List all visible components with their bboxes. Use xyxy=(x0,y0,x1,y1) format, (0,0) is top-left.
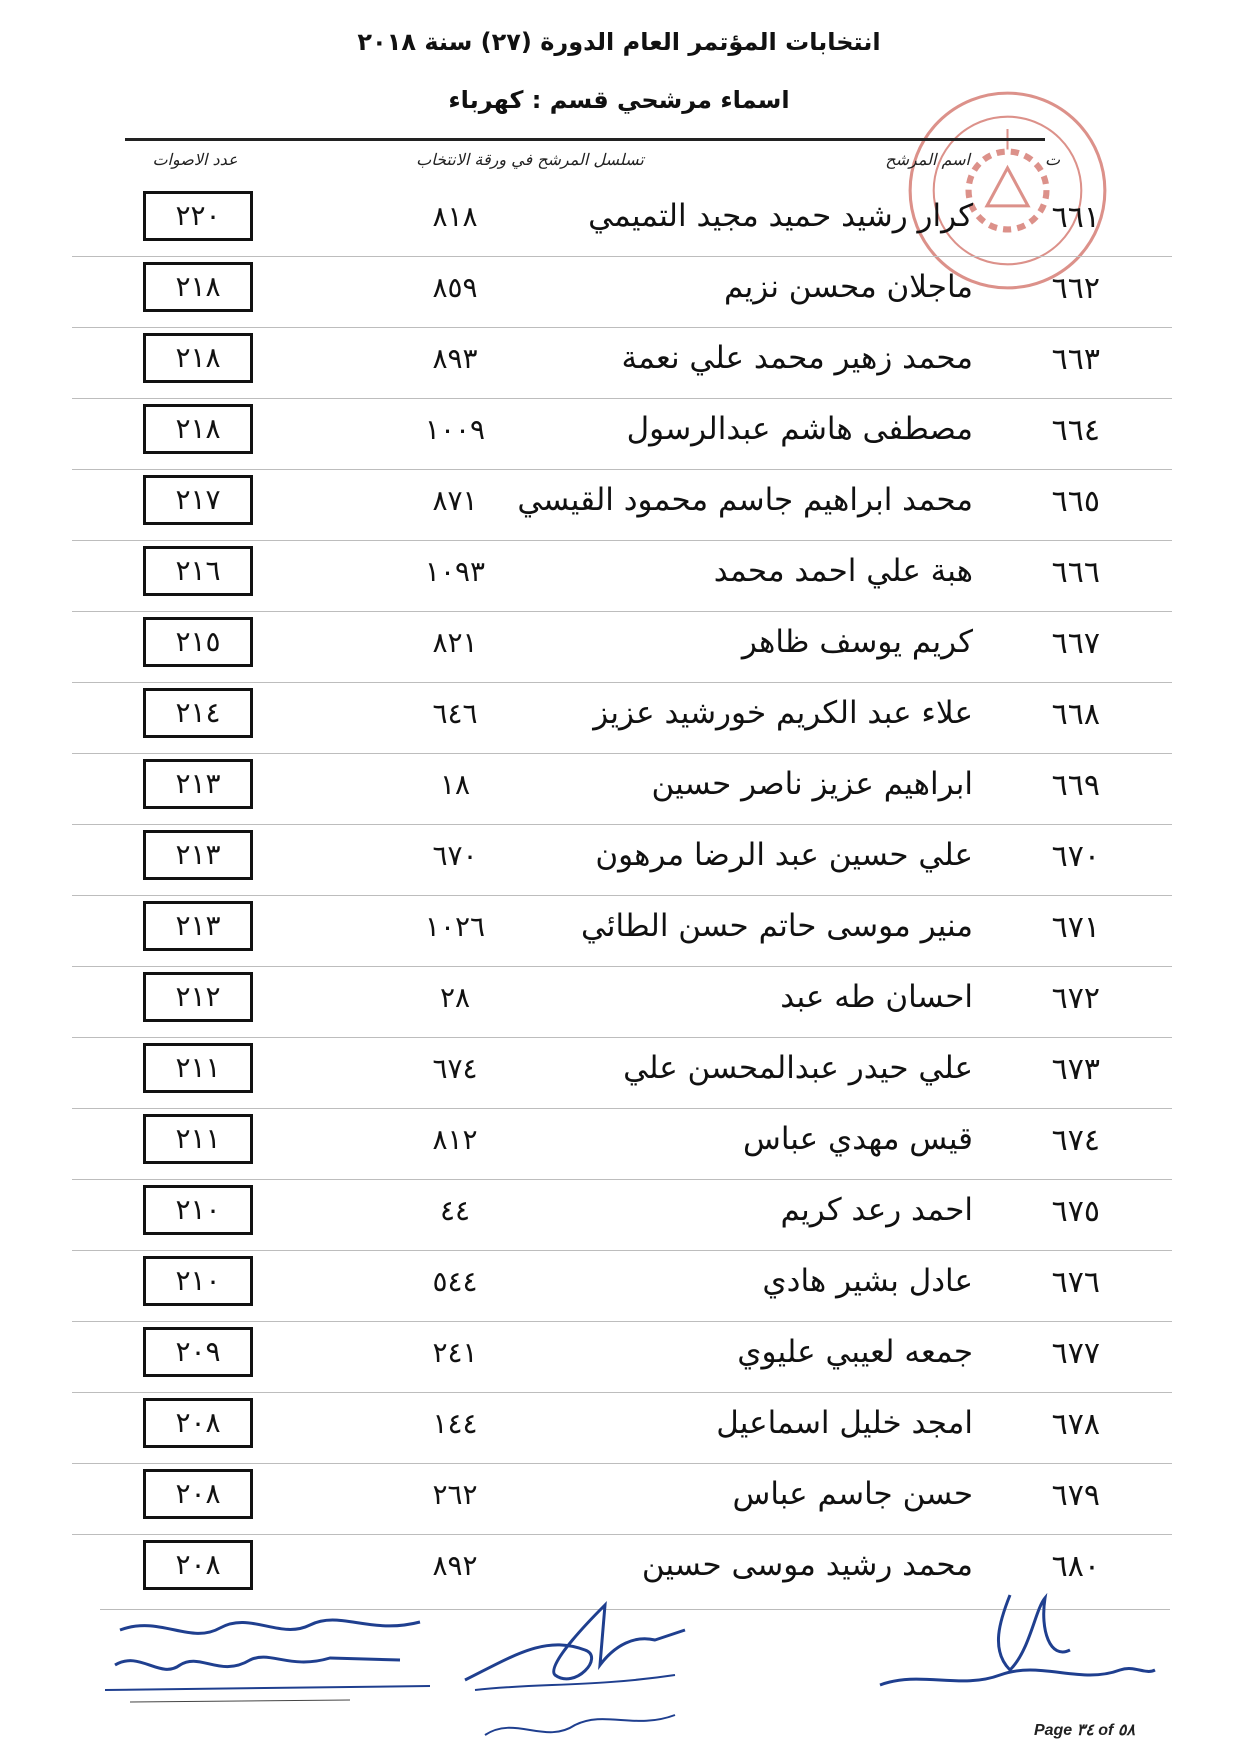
ballot-sequence: ١٠٠٩ xyxy=(424,413,486,446)
row-number: ٦٦٢ xyxy=(1051,271,1100,306)
candidate-name: احمد رعد كريم xyxy=(780,1192,973,1228)
ballot-sequence: ١٠٩٣ xyxy=(424,555,486,588)
ballot-sequence: ١٨ xyxy=(439,768,471,801)
row-number: ٦٦٨ xyxy=(1051,697,1100,732)
vote-count: ٢١٢ xyxy=(143,972,253,1022)
candidate-name: قيس مهدي عباس xyxy=(743,1121,973,1157)
candidate-name: جمعه لعيبي عليوي xyxy=(737,1334,973,1370)
row-number: ٦٦٩ xyxy=(1051,768,1100,803)
column-header-no: ت xyxy=(1044,150,1060,169)
vote-count: ٢١٨ xyxy=(143,333,253,383)
table-row xyxy=(0,1251,1238,1322)
row-number: ٦٧٤ xyxy=(1051,1123,1100,1158)
table-row xyxy=(0,328,1238,399)
table-row xyxy=(0,967,1238,1038)
ballot-sequence: ٤٤ xyxy=(439,1194,471,1227)
row-number: ٦٦٧ xyxy=(1051,626,1100,661)
candidate-name: محمد زهير محمد علي نعمة xyxy=(621,340,973,376)
table-row xyxy=(0,541,1238,612)
table-row xyxy=(0,825,1238,896)
row-number: ٦٧٧ xyxy=(1051,1336,1100,1371)
table-row xyxy=(0,896,1238,967)
row-number: ٦٦١ xyxy=(1051,200,1100,235)
signature-left xyxy=(100,1610,440,1720)
row-number: ٦٧٣ xyxy=(1051,1052,1100,1087)
candidate-name: هبة علي احمد محمد xyxy=(713,553,973,589)
ballot-sequence: ٥٤٤ xyxy=(432,1265,478,1298)
page-title: انتخابات المؤتمر العام الدورة (٢٧) سنة ٢٠١٨ xyxy=(357,28,881,56)
vote-count: ٢١٦ xyxy=(143,546,253,596)
candidate-name: منير موسى حاتم حسن الطائي xyxy=(581,908,973,944)
vote-count: ٢٠٨ xyxy=(143,1469,253,1519)
ballot-sequence: ٨٩٢ xyxy=(432,1549,478,1582)
candidate-name: محمد ابراهيم جاسم محمود القيسي xyxy=(517,482,973,518)
ballot-sequence: ٨١٢ xyxy=(432,1123,478,1156)
ballot-sequence: ٨٥٩ xyxy=(432,271,478,304)
candidate-name: كريم يوسف ظاهر xyxy=(741,624,973,660)
ballot-sequence: ٨٢١ xyxy=(432,626,478,659)
vote-count: ٢١٣ xyxy=(143,759,253,809)
vote-count: ٢١٠ xyxy=(143,1185,253,1235)
vote-count: ٢١٥ xyxy=(143,617,253,667)
table-row xyxy=(0,1109,1238,1180)
row-number: ٦٦٤ xyxy=(1051,413,1100,448)
signature-right xyxy=(860,1590,1160,1710)
ballot-sequence: ٦٧٠ xyxy=(432,839,478,872)
row-number: ٦٧٦ xyxy=(1051,1265,1100,1300)
signature-middle xyxy=(455,1595,715,1745)
candidate-name: كرار رشيد حميد مجيد التميمي xyxy=(588,198,973,234)
candidate-name: عادل بشير هادي xyxy=(762,1263,973,1299)
row-number: ٦٦٥ xyxy=(1051,484,1100,519)
ballot-sequence: ٢٤١ xyxy=(432,1336,478,1369)
table-row xyxy=(0,1322,1238,1393)
candidate-name: علاء عبد الكريم خورشيد عزيز xyxy=(593,695,973,731)
table-row xyxy=(0,1464,1238,1535)
candidate-name: علي حسين عبد الرضا مرهون xyxy=(595,837,973,873)
ballot-sequence: ١٤٤ xyxy=(432,1407,478,1440)
vote-count: ٢١٨ xyxy=(143,404,253,454)
table-row xyxy=(0,1180,1238,1251)
vote-count: ٢٠٨ xyxy=(143,1540,253,1590)
candidate-name: ماجلان محسن نزيم xyxy=(723,269,973,305)
header-rule xyxy=(125,138,1045,141)
ballot-sequence: ٨٩٣ xyxy=(432,342,478,375)
table-row xyxy=(0,1038,1238,1109)
page-subtitle: اسماء مرشحي قسم : كهرباء xyxy=(448,86,790,114)
vote-count: ٢١٤ xyxy=(143,688,253,738)
ballot-sequence: ٨٧١ xyxy=(432,484,478,517)
ballot-sequence: ١٠٢٦ xyxy=(424,910,486,943)
table-row xyxy=(0,257,1238,328)
table-row xyxy=(0,186,1238,257)
ballot-sequence: ٦٧٤ xyxy=(432,1052,478,1085)
table-row xyxy=(0,399,1238,470)
row-number: ٦٧٩ xyxy=(1051,1478,1100,1513)
row-number: ٦٧٥ xyxy=(1051,1194,1100,1229)
vote-count: ٢٠٨ xyxy=(143,1398,253,1448)
row-number: ٦٨٠ xyxy=(1051,1549,1100,1584)
vote-count: ٢١٣ xyxy=(143,901,253,951)
vote-count: ٢١١ xyxy=(143,1043,253,1093)
vote-count: ٢١٨ xyxy=(143,262,253,312)
candidate-name: علي حيدر عبدالمحسن علي xyxy=(623,1050,973,1086)
row-number: ٦٧٢ xyxy=(1051,981,1100,1016)
row-number: ٦٦٦ xyxy=(1051,555,1100,590)
vote-count: ٢٢٠ xyxy=(143,191,253,241)
vote-count: ٢١٣ xyxy=(143,830,253,880)
row-number: ٦٧١ xyxy=(1051,910,1100,945)
table-row xyxy=(0,612,1238,683)
vote-count: ٢٠٩ xyxy=(143,1327,253,1377)
row-number: ٦٧٠ xyxy=(1051,839,1100,874)
candidate-name: احسان طه عبد xyxy=(780,979,973,1015)
table-row xyxy=(0,754,1238,825)
vote-count: ٢١٠ xyxy=(143,1256,253,1306)
candidate-name: ابراهيم عزيز ناصر حسين xyxy=(651,766,973,802)
row-number: ٦٧٨ xyxy=(1051,1407,1100,1442)
table-row xyxy=(0,470,1238,541)
column-header-seq: تسلسل المرشح في ورقة الانتخاب xyxy=(416,150,644,169)
vote-count: ٢١٧ xyxy=(143,475,253,525)
ballot-sequence: ٢٦٢ xyxy=(432,1478,478,1511)
candidate-name: مصطفى هاشم عبدالرسول xyxy=(626,411,973,447)
column-header-name: اسم المرشح xyxy=(885,150,970,169)
table-row xyxy=(0,683,1238,754)
ballot-sequence: ٢٨ xyxy=(439,981,471,1014)
candidate-name: امجد خليل اسماعيل xyxy=(716,1405,973,1441)
table-row xyxy=(0,1393,1238,1464)
candidate-name: محمد رشيد موسى حسين xyxy=(641,1547,973,1583)
row-number: ٦٦٣ xyxy=(1051,342,1100,377)
candidate-name: حسن جاسم عباس xyxy=(732,1476,973,1512)
vote-count: ٢١١ xyxy=(143,1114,253,1164)
ballot-sequence: ٨١٨ xyxy=(432,200,478,233)
page-number: Page ٣٤ of ٥٨ xyxy=(1033,1722,1135,1739)
ballot-sequence: ٦٤٦ xyxy=(432,697,478,730)
column-header-votes: عدد الاصوات xyxy=(152,150,238,169)
